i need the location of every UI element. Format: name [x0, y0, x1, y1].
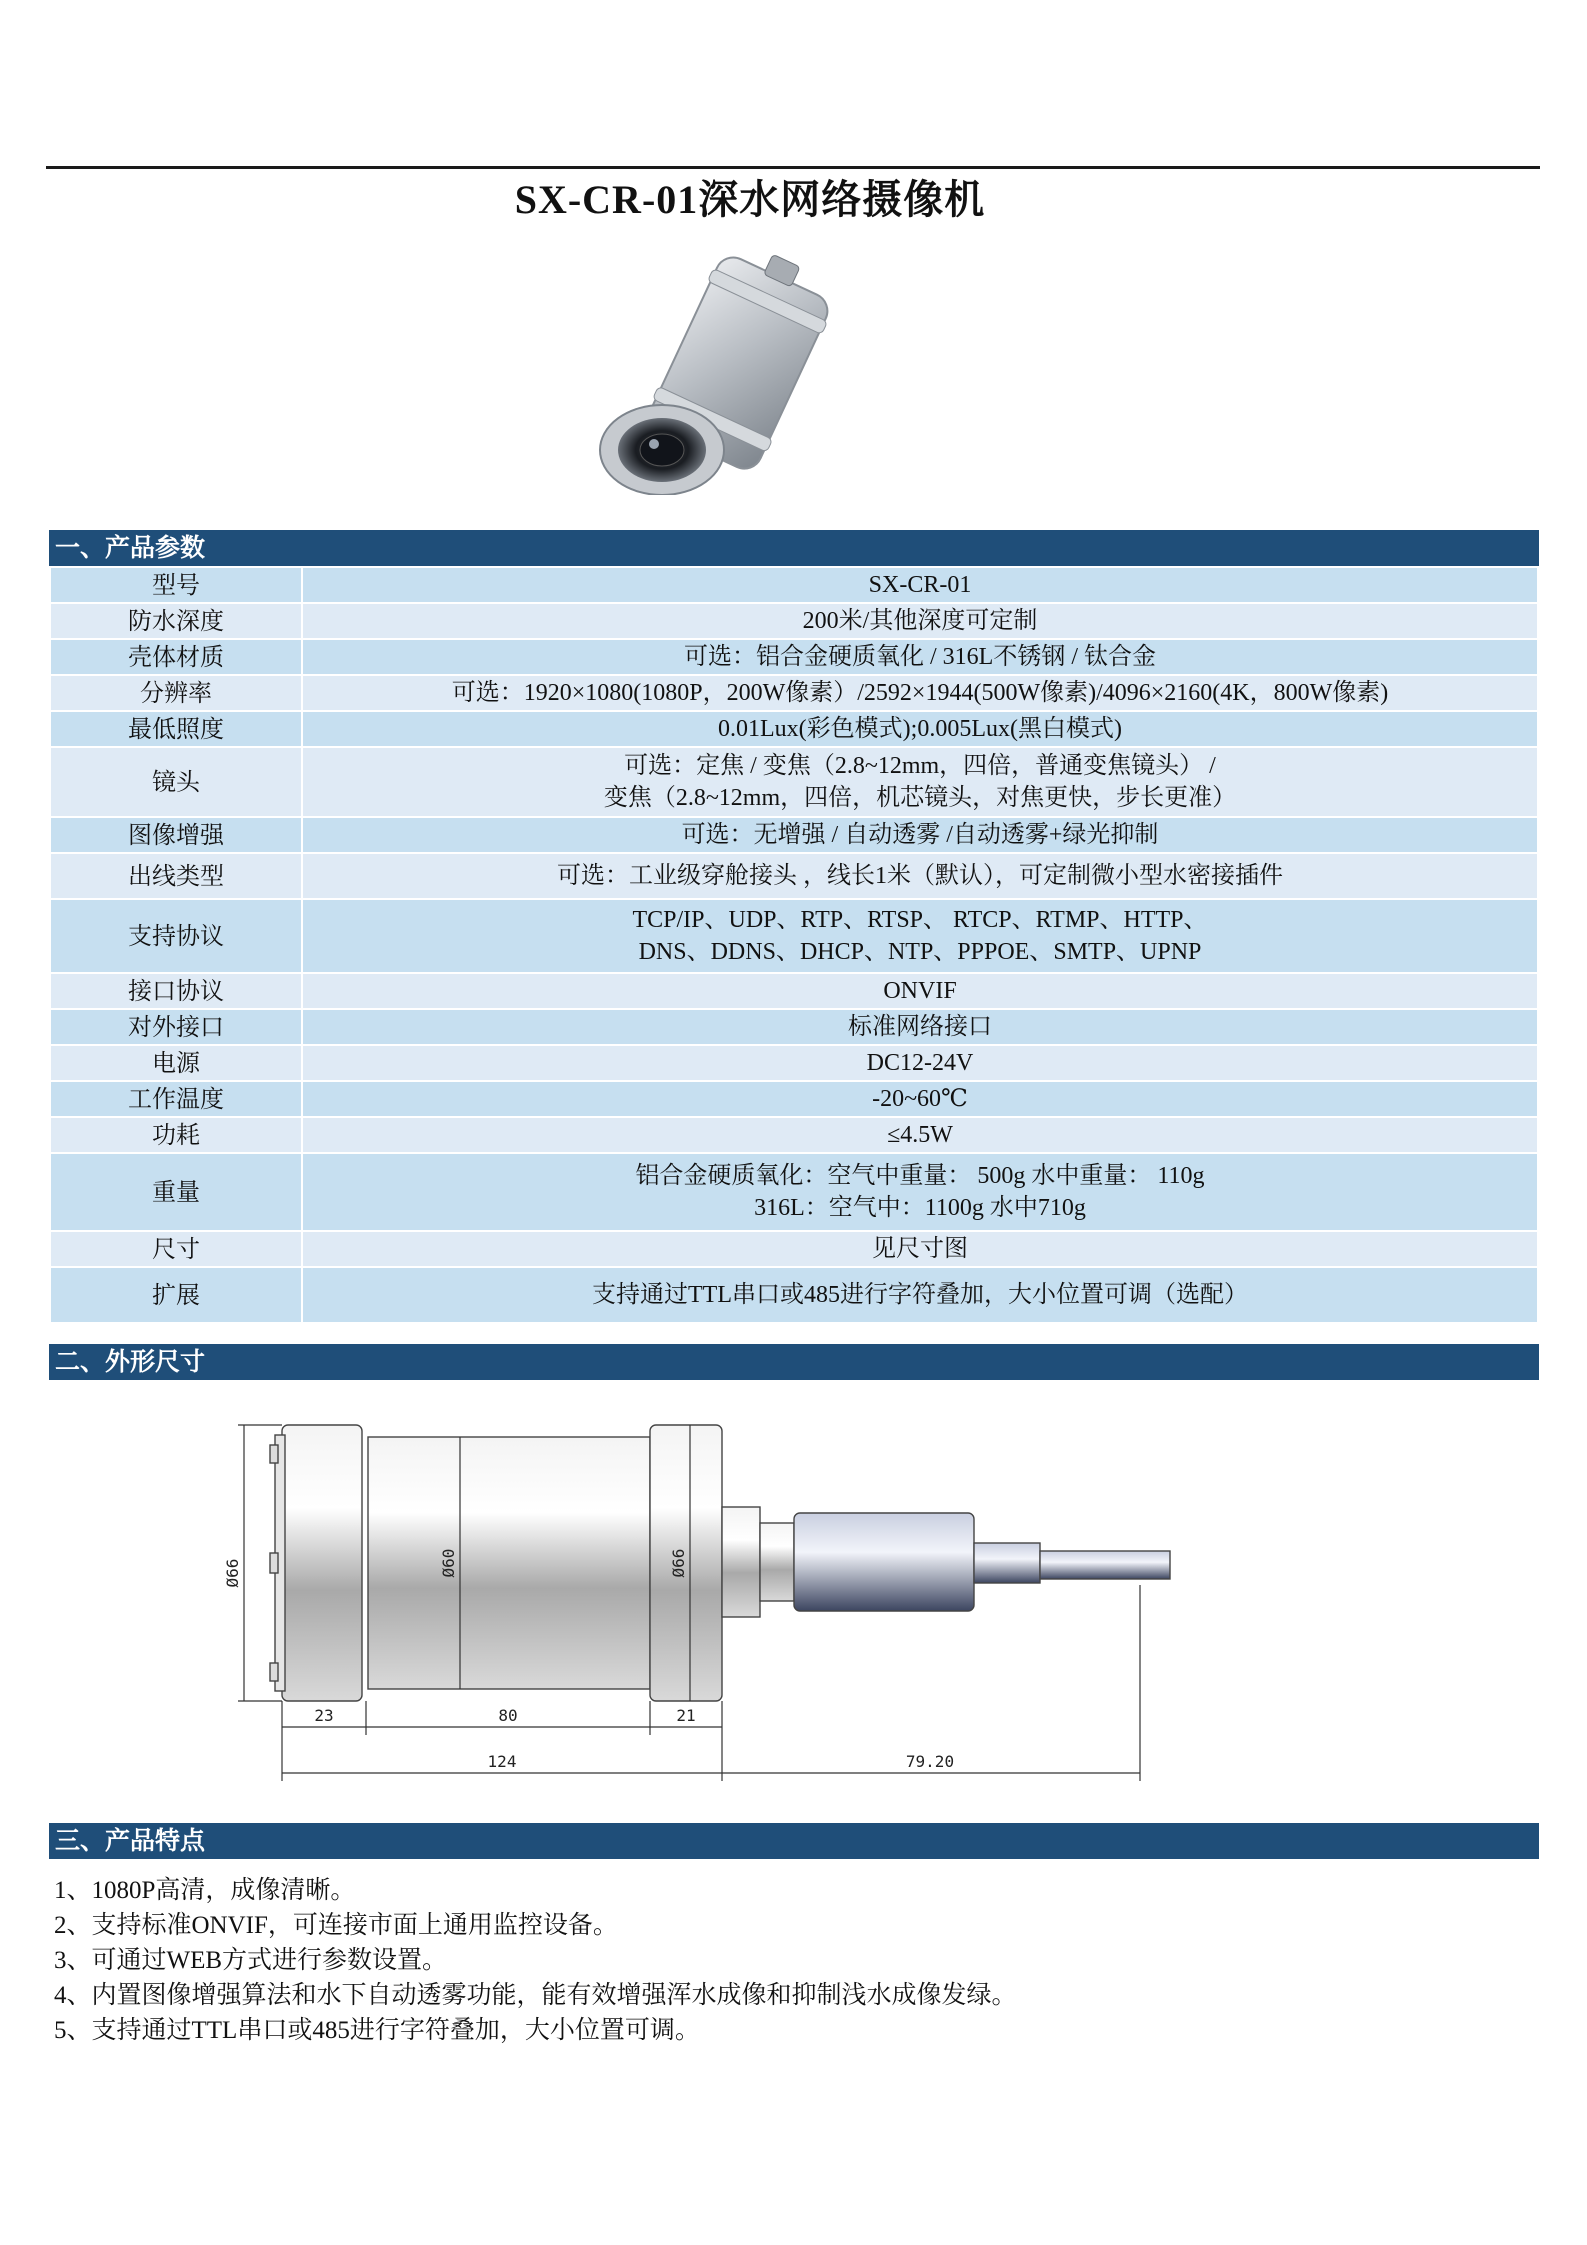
spec-table — [49, 566, 1539, 1324]
spec-row-resolution — [50, 675, 1538, 711]
spec-row-illumination — [50, 711, 1538, 747]
spec-key: 扩展 — [50, 1267, 302, 1323]
spec-row-model — [50, 567, 1538, 603]
spec-value-line: 铝合金硬质氧化：空气中重量： 500g 水中重量： 110g — [635, 1163, 1205, 1189]
section-header-params: 一、产品参数 — [49, 530, 1539, 566]
spec-value: 可选：工业级穿舱接头 ，线长1米（默认），可定制微小型水密接插件 — [302, 853, 1538, 899]
spec-value-line: 变焦（2.8~12mm，四倍，机芯镜头，对焦更快，步长更准） — [603, 785, 1237, 811]
spec-key: 电源 — [50, 1045, 302, 1081]
spec-key: 图像增强 — [50, 817, 302, 853]
spec-key: 最低照度 — [50, 711, 302, 747]
dimension-drawing — [220, 1405, 1360, 1805]
spec-row-temperature — [50, 1081, 1538, 1117]
spec-key: 型号 — [50, 567, 302, 603]
spec-key: 支持协议 — [50, 899, 302, 973]
spec-key: 对外接口 — [50, 1009, 302, 1045]
spec-key: 重量 — [50, 1153, 302, 1231]
spec-row-external-interface — [50, 1009, 1538, 1045]
spec-key: 分辨率 — [50, 675, 302, 711]
dim-label-d60: Ø60 — [439, 1548, 458, 1578]
dim-label-d66-right: Ø66 — [669, 1548, 688, 1578]
spec-value: 可选：1920×1080(1080P，200W像素）/2592×1944(500W像素)/4096×2160(4K，800W像素) — [302, 675, 1538, 711]
list-item: 4、内置图像增强算法和水下自动透雾功能，能有效增强浑水成像和抑制浅水成像发绿。 — [54, 1982, 1017, 2009]
spec-value: 可选：无增强 / 自动透雾 /自动透雾+绿光抑制 — [302, 817, 1538, 853]
spec-row-protocols — [50, 899, 1538, 973]
spec-row-material — [50, 639, 1538, 675]
spec-row-cable — [50, 853, 1538, 899]
feature-list — [54, 1873, 1534, 2048]
spec-value: 标准网络接口 — [302, 1009, 1538, 1045]
spec-row-consumption — [50, 1117, 1538, 1153]
section-header-features: 三、产品特点 — [49, 1823, 1539, 1859]
spec-value: SX-CR-01 — [302, 567, 1538, 603]
spec-key: 接口协议 — [50, 973, 302, 1009]
spec-value: 可选：铝合金硬质氧化 / 316L不锈钢 / 钛合金 — [302, 639, 1538, 675]
spec-value: -20~60℃ — [302, 1081, 1538, 1117]
spec-value-line: DNS、DDNS、DHCP、NTP、PPPOE、SMTP、UPNP — [638, 939, 1202, 965]
spec-value: DC12-24V — [302, 1045, 1538, 1081]
spec-key: 出线类型 — [50, 853, 302, 899]
dim-label-23: 23 — [314, 1706, 334, 1725]
section-header-dimensions: 二、外形尺寸 — [49, 1344, 1539, 1380]
spec-row-size — [50, 1231, 1538, 1267]
list-item: 5、支持通过TTL串口或485进行字符叠加，大小位置可调。 — [54, 2017, 700, 2044]
dim-label-21: 21 — [676, 1706, 696, 1725]
spec-row-power — [50, 1045, 1538, 1081]
spec-row-weight — [50, 1153, 1538, 1231]
spec-value: ONVIF — [302, 973, 1538, 1009]
spec-value: 支持通过TTL串口或485进行字符叠加，大小位置可调（选配） — [302, 1267, 1538, 1323]
spec-value-line: 可选：定焦 / 变焦（2.8~12mm，四倍，普通变焦镜头） / — [624, 753, 1216, 779]
spec-key: 功耗 — [50, 1117, 302, 1153]
dim-label-80: 80 — [498, 1706, 518, 1725]
spec-value: 200米/其他深度可定制 — [302, 603, 1538, 639]
spec-row-interface-protocol — [50, 973, 1538, 1009]
dim-label-79: 79.20 — [905, 1752, 955, 1771]
camera-body-drawing — [270, 1425, 1170, 1701]
dim-label-124: 124 — [487, 1752, 517, 1771]
list-item: 1、1080P高清，成像清晰。 — [54, 1877, 356, 1904]
spec-key: 壳体材质 — [50, 639, 302, 675]
list-item: 2、支持标准ONVIF，可连接市面上通用监控设备。 — [54, 1912, 618, 1939]
spec-value — [302, 1153, 1538, 1231]
spec-value: 0.01Lux(彩色模式);0.005Lux(黑白模式) — [302, 711, 1538, 747]
list-item: 3、可通过WEB方式进行参数设置。 — [54, 1947, 448, 1974]
spec-value-line: TCP/IP、UDP、RTP、RTSP、 RTCP、RTMP、HTTP、 — [632, 907, 1208, 933]
product-photo — [580, 245, 880, 495]
spec-value: 见尺寸图 — [302, 1231, 1538, 1267]
spec-row-enhancement — [50, 817, 1538, 853]
spec-row-lens — [50, 747, 1538, 817]
spec-value-line: 316L：空气中：1100g 水中710g — [754, 1195, 1086, 1221]
dim-label-d66-left: Ø66 — [223, 1558, 242, 1588]
spec-value — [302, 747, 1538, 817]
spec-key: 镜头 — [50, 747, 302, 817]
spec-key: 尺寸 — [50, 1231, 302, 1267]
spec-row-depth — [50, 603, 1538, 639]
page-title: SX-CR-01深水网络摄像机 — [514, 177, 986, 222]
spec-row-extension — [50, 1267, 1538, 1323]
spec-value: ≤4.5W — [302, 1117, 1538, 1153]
spec-value — [302, 899, 1538, 973]
spec-key: 工作温度 — [50, 1081, 302, 1117]
spec-key: 防水深度 — [50, 603, 302, 639]
